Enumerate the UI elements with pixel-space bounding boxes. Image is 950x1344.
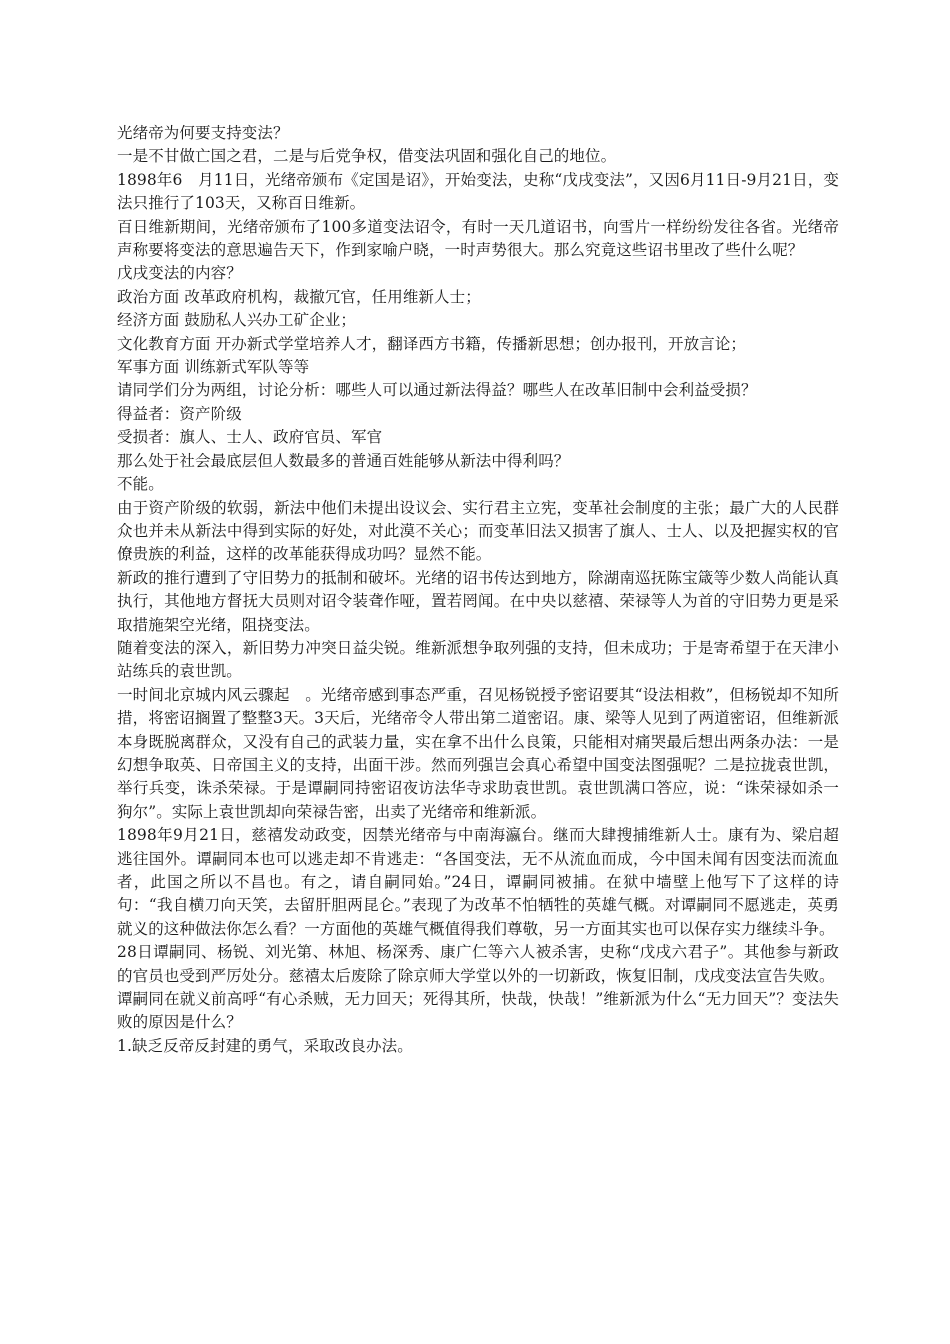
- paragraph: 1898年6 月11日，光绪帝颁布《定国是诏》，开始变法，史称“戊戌变法”，又因6月11日-9月21日，变法只推行了103天，又称百日维新。: [117, 170, 839, 213]
- paragraph: 由于资产阶级的软弱，新法中他们未提出设议会、实行君主立宪，变革社会制度的主张；最广大的人民群众也并未从新法中得到实际的好处，对此漠不关心；而变革旧法又损害了旗人、士人、以及把握实权的官僚贵族的利益，这样的改革能获得成功吗？显然不能。: [117, 498, 839, 564]
- question-heading: 光绪帝为何要支持变法？: [117, 124, 289, 142]
- paragraph: 谭嗣同在就义前高呼“有心杀贼，无力回天；死得其所，快哉，快哉！”维新派为什么“无力回天”？变法失败的原因是什么？: [117, 990, 839, 1032]
- list-item: 经济方面 鼓励私人兴办工矿企业；: [117, 311, 357, 330]
- list-item: 1.缺乏反帝反封建的勇气，采取改良办法。: [117, 1036, 413, 1055]
- paragraph: 得益者：资产阶级: [117, 404, 242, 423]
- question-heading: 戊戌变法的内容？: [117, 264, 242, 283]
- paragraph: 百日维新期间，光绪帝颁布了100多道变法诏令，有时一天几道诏书，向雪片一样纷纷发往各省。光绪帝声称要将变法的意思遍告天下，作到家喻户晓，一时声势很大。那么究竟这些诏书里改了些什么呢？: [117, 217, 839, 260]
- list-item: 文化教育方面 开办新式学堂培养人才，翻译西方书籍，传播新思想；创办报刊，开放言论；: [117, 334, 747, 353]
- paragraph: 一时间北京城内风云骤起 。光绪帝感到事态严重，召见杨锐授予密诏要其“设法相救”，但杨锐却不知所措，将密诏搁置了整整3天。3天后，光绪帝令人带出第二道密诏。康、梁等人见到了两道密诏，但维新派本身既脱离群众，又没有自己的武装力量，实在拿不出什么良策，只能相对痛哭最后想出两条办法：一是幻想争取英、日帝国主义的支持，出面干涉。然而列强岂会真心希望中国变法图强呢？二是拉拢袁世凯，举行兵变，诛杀荣禄。于是谭嗣同持密诏夜访法华寺求助袁世凯。袁世凯满口答应，说：“诛荣禄如杀一狗尔”。实际上袁世凯却向荣禄告密，出卖了光绪帝和维新派。: [117, 685, 839, 821]
- paragraph: 新政的推行遭到了守旧势力的抵制和破坏。光绪的诏书传达到地方，除湖南巡抚陈宝箴等少数人尚能认真执行，其他地方督抚大员则对诏令装聋作哑，置若罔闻。在中央以慈禧、荣禄等人为首的守旧势力更是采取措施架空光绪，阻挠变法。: [117, 568, 839, 634]
- document-body: [117, 122, 839, 1058]
- paragraph: 1898年9月21日，慈禧发动政变，因禁光绪帝与中南海瀛台。继而大肆搜捕维新人士。康有为、梁启超逃往国外。谭嗣同本也可以逃走却不肯逃走：“各国变法，无不从流血而成，今中国未闻有因变法而流血者，此国之所以不昌也。有之，请自嗣同始。”24日，谭嗣同被捕。在狱中墙壁上他写下了这样的诗句：“我自横刀向天笑，去留肝胆两昆仑。”表现了为改革不怕牺牲的英雄气概。对谭嗣同不愿逃走，英勇就义的这种做法你怎么看？一方面他的英雄气概值得我们尊敬，另一方面其实也可以保存实力继续斗争。: [117, 826, 839, 938]
- list-item: 政治方面 改革政府机构，裁撤冗官，任用维新人士；: [117, 287, 481, 306]
- paragraph: 那么处于社会最底层但人数最多的普通百姓能够从新法中得利吗？: [117, 451, 570, 470]
- paragraph: 一是不甘做亡国之君，二是与后党争权，借变法巩固和强化自己的地位。: [117, 147, 617, 166]
- paragraph: 28日谭嗣同、杨锐、刘光第、林旭、杨深秀、康广仁等六人被杀害，史称“戊戌六君子”。其他参与新政的官员也受到严厉处分。慈禧太后废除了除京师大学堂以外的一切新政，恢复旧制，戊戌变法宣告失败。: [117, 943, 839, 985]
- paragraph: 请同学们分为两组，讨论分析：哪些人可以通过新法得益？哪些人在改革旧制中会利益受损？: [117, 381, 757, 400]
- paragraph: 受损者：旗人、士人、政府官员、军官: [117, 428, 383, 447]
- paragraph: 随着变法的深入，新旧势力冲突日益尖锐。维新派想争取列强的支持，但未成功；于是寄希望于在天津小站练兵的袁世凯。: [117, 638, 839, 681]
- list-item: 军事方面 训练新式军队等等: [117, 358, 310, 377]
- paragraph: 不能。: [117, 475, 164, 494]
